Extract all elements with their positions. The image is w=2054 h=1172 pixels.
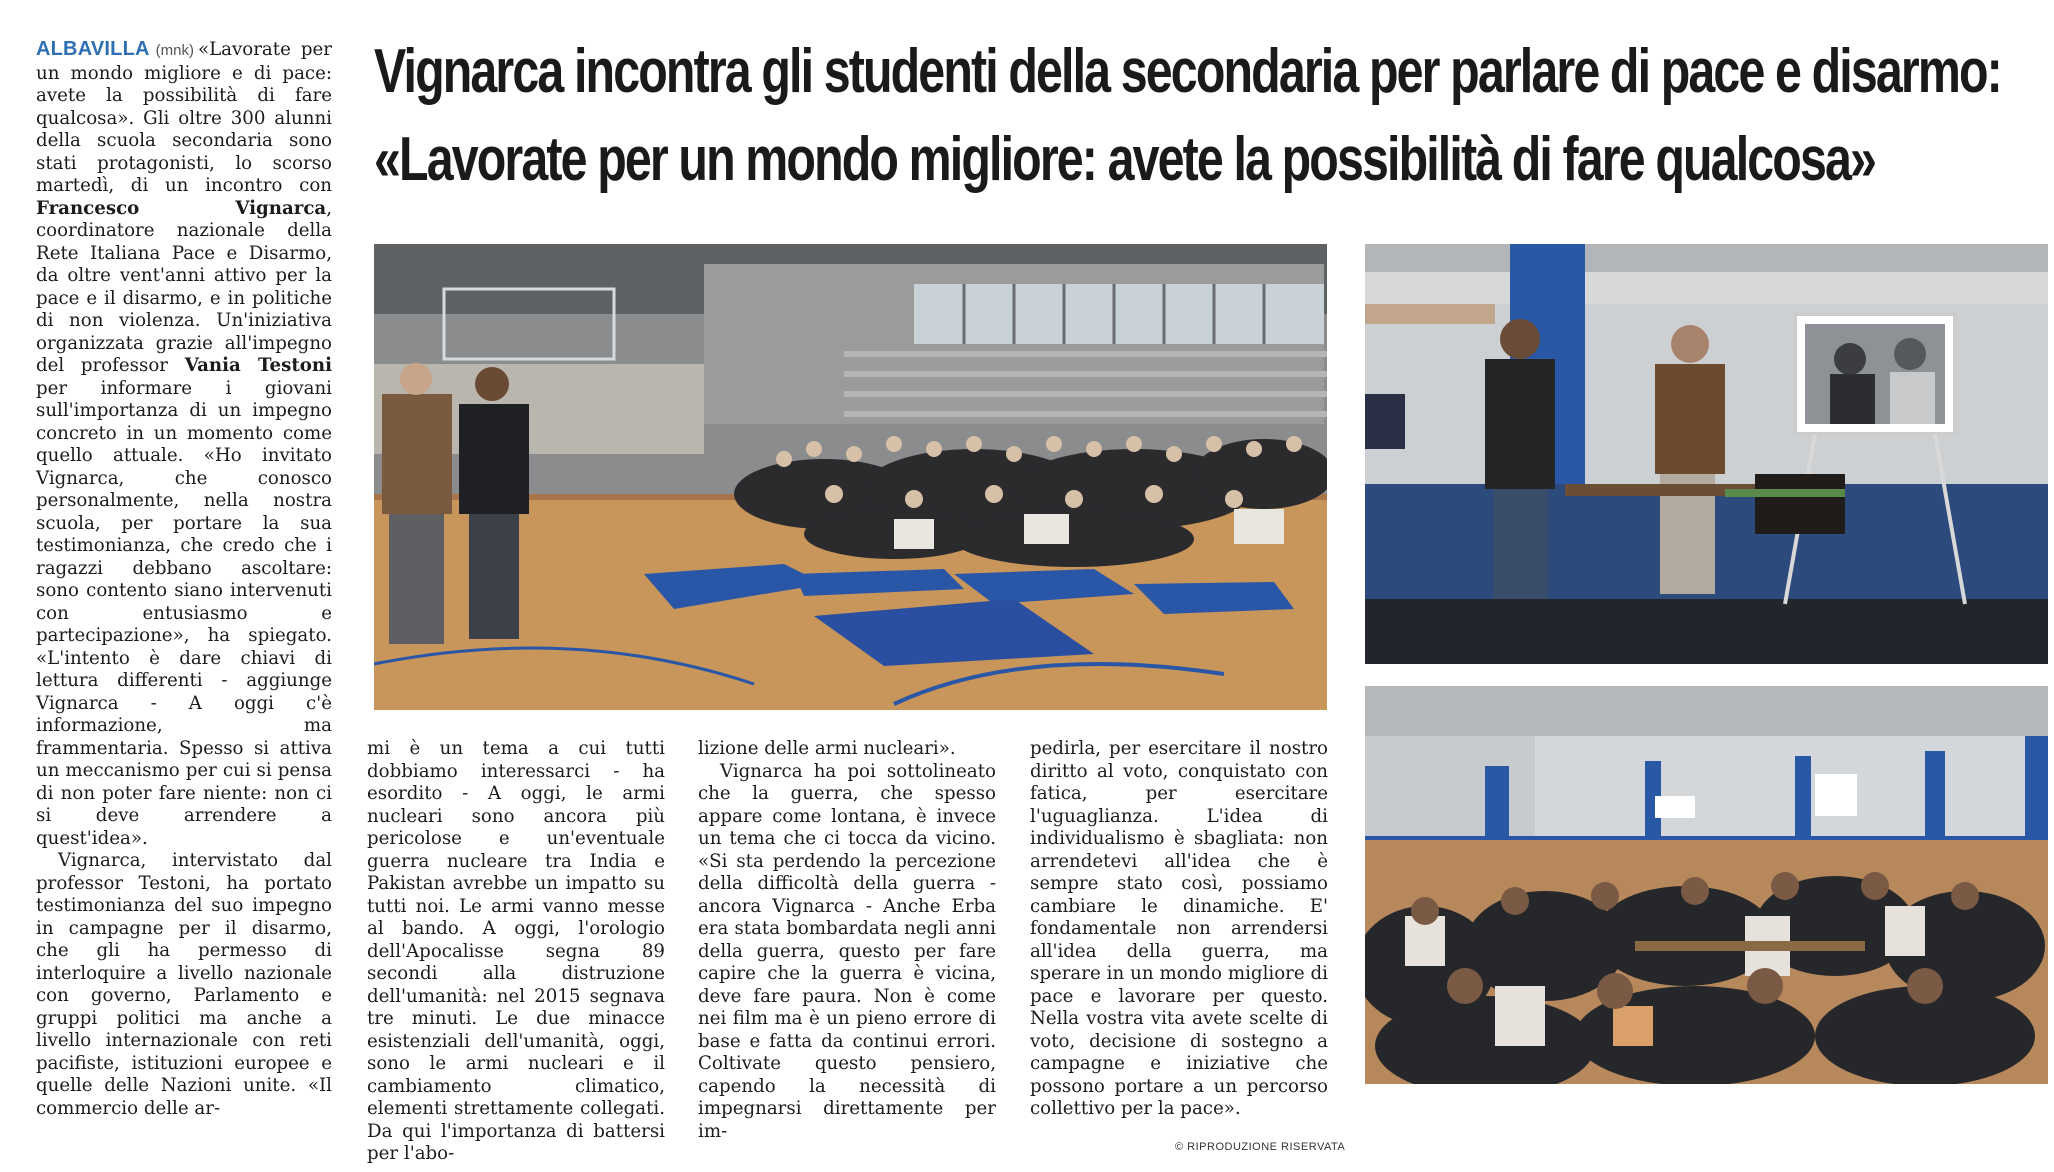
photo-students-gym bbox=[374, 244, 1327, 710]
copyright-notice: © RIPRODUZIONE RISERVATA bbox=[1175, 1141, 1346, 1153]
col4-paragraph: pedirla, per esercitare il nostro diritto al voto, conquistato con fatica, per esercitare l'uguaglianza. L'idea di individualismo è sbagliata: non arrendetevi all'idea che è sempre stato così, possiamo cambiare le dinamiche. E' fondamentale non arrendersi all'idea della guerra, ma sperare in un mondo migliore di pace e lavorare per questo. Nella vostra vita avete scelte di voto, decisione di sostegno a campagne e iniziative che possono portare a un percorso collettivo per la pace». bbox=[1030, 738, 1328, 1119]
person-name-vignarca: Francesco Vignarca bbox=[36, 197, 327, 219]
col3-paragraph-2: Vignarca ha poi sottolineato che la guerra, che spesso appare come lontana, è invece un tema che ci tocca da vicino. «Si sta perdendo la percezione della difficoltà della guerra - ancora Vignarca - Anche Erba era stata bombardata negli anni della guerra, questo per fare capire che la guerra è vicina, deve fare paura. Non è come nei film ma è un pieno errore di base e fatta da continui errori. Coltivate questo pensiero, capendo la necessità di impegnarsi direttamente per im- bbox=[698, 760, 996, 1142]
headline-line-1: Vignarca incontra gli studenti della secondaria per parlare di pace e disarmo: bbox=[374, 37, 2001, 106]
col1-mid: , coordinatore nazionale della Rete Italiana Pace e Disarmo, da oltre vent'anni attivo per la pace e il disarmo, e in politiche di non violenza. Un'iniziativa organizzata grazie all'impegno del professor bbox=[36, 197, 332, 376]
article-column-2 bbox=[367, 738, 665, 1166]
photo-audience bbox=[1365, 686, 2048, 1084]
col1-rest: per informare i giovani sull'importanza di un impegno concreto in un momento come quello attuale. «Ho invitato Vignarca, che conosco personalmente, nella nostra scuola, per portare la sua testimonianza, che credo che i ragazzi debbano ascoltare: sono contento siano intervenuti con entusiasmo e partecipazione», ha spiegato. «L'intento è dare chiavi di lettura differenti - aggiunge Vignarca - A oggi c'è informazione, ma frammentaria. Spesso si attiva un meccanismo per cui si pensa di non poter fare niente: non ci si deve arrendere a quest'idea». bbox=[36, 377, 332, 849]
article-column-1 bbox=[36, 38, 332, 1120]
col2-paragraph: mi è un tema a cui tutti dobbiamo interessarci - ha esordito - A oggi, le armi nucleari sono ancora più pericolose e un'eventuale guerra nucleare tra India e Pakistan avrebbe un impatto su tutti noi. Le armi vanno messe al bando. A oggi, l'orologio dell'Apocalisse segna 89 secondi alla distruzione dell'umanità: nel 2015 segnava tre minuti. Le due minacce esistenziali dell'umanità, oggi, sono le armi nucleari e il cambiamento climatico, elementi strettamente collegati. Da qui l'importanza di battersi per l'abo- bbox=[367, 738, 665, 1164]
author-signature: (mnk) bbox=[155, 42, 194, 59]
photo-students-gym-illustration bbox=[374, 244, 1327, 710]
col1-paragraph-2: Vignarca, intervistato dal professor Testoni, ha portato testimonianza del suo impegno in campagne per il disarmo, che gli ha permesso di interloquire a livello nazionale con governo, Parlamento e gruppi politici ma anche a livello internazionale con reti pacifiste, istituzioni europee e quelle delle Nazioni unite. «Il commercio delle ar- bbox=[36, 850, 332, 1119]
photo-audience-illustration bbox=[1365, 686, 2048, 1084]
photo-speakers-stage bbox=[1365, 244, 2048, 664]
col3-paragraph-1: lizione delle armi nucleari». bbox=[698, 738, 956, 759]
photo-speakers-stage-illustration bbox=[1365, 244, 2048, 664]
article-column-4 bbox=[1030, 738, 1328, 1121]
article-column-3 bbox=[698, 738, 996, 1143]
section-kicker: ALBAVILLA bbox=[36, 38, 150, 60]
headline-line-2: «Lavorate per un mondo migliore: avete la possibilità di fare qualcosa» bbox=[374, 125, 1876, 194]
person-name-testoni: Vania Testoni bbox=[184, 355, 332, 376]
col1-intro: «Lavorate per un mondo migliore e di pace: avete la possibilità di fare qualcosa». Gli oltre 300 alunni della scuola secondaria sono stati protagonisti, lo scorso martedì, di un incontro con bbox=[36, 39, 332, 196]
headline bbox=[374, 28, 2001, 204]
